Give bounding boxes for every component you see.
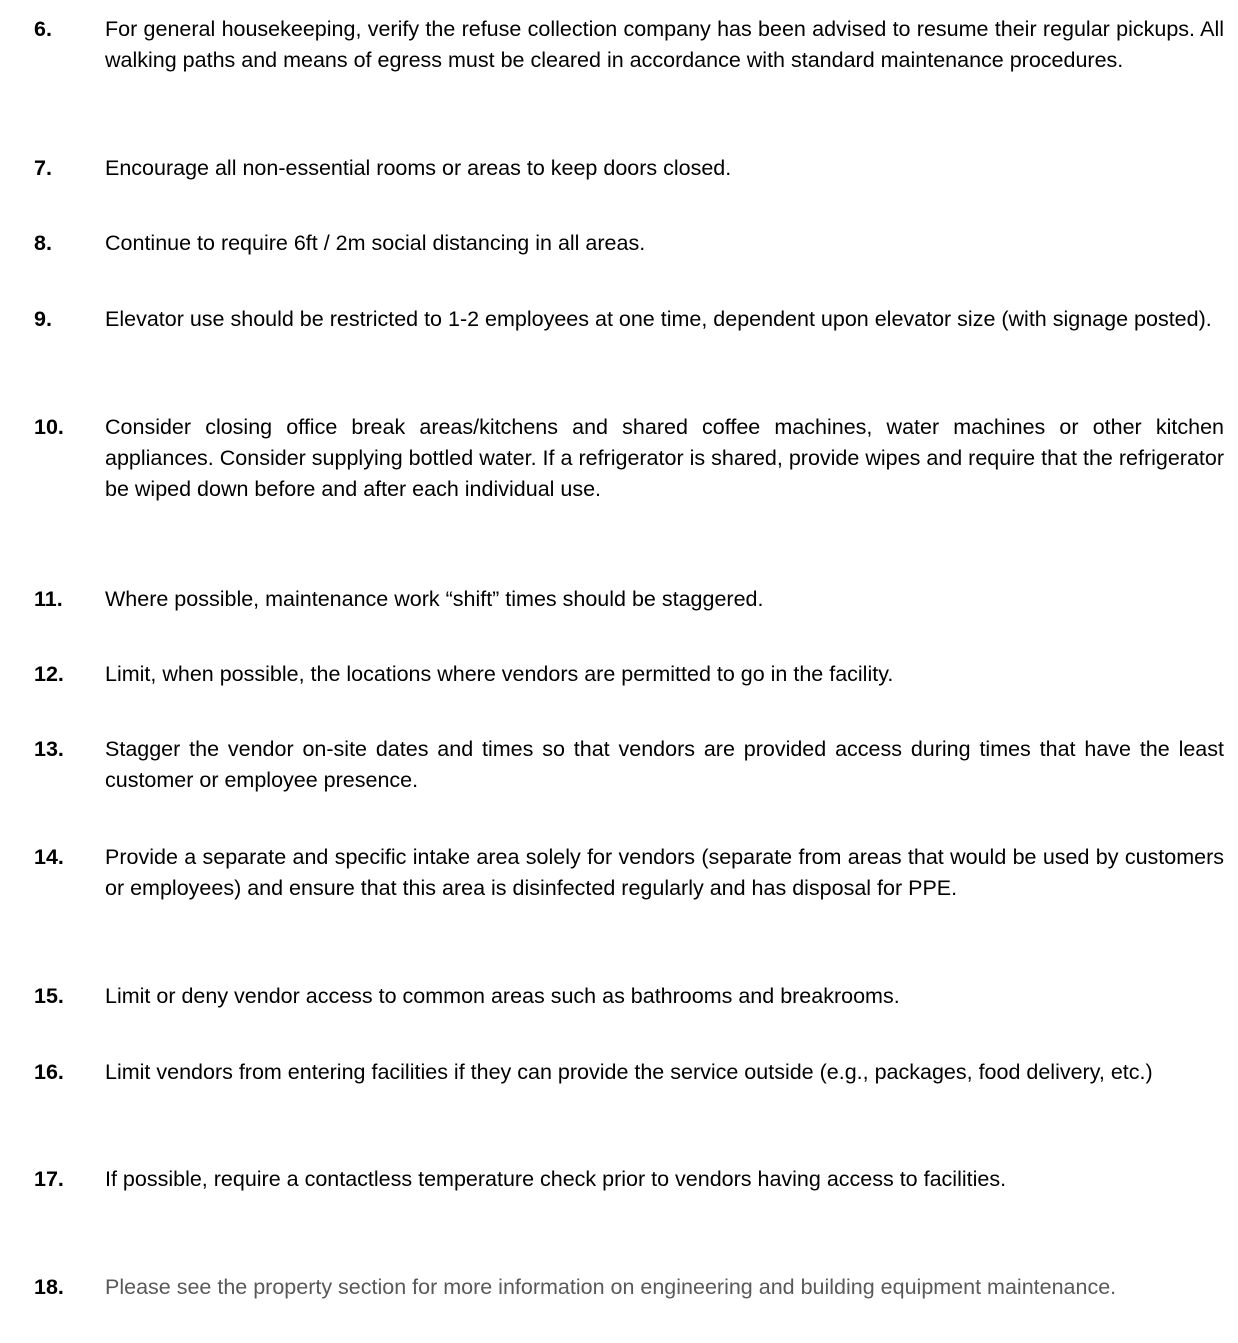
item-number: 12. — [34, 662, 64, 686]
item-text: Where possible, maintenance work “shift” times should be staggered. — [105, 587, 764, 611]
item-number: 18. — [34, 1275, 64, 1299]
item-number: 7. — [34, 156, 52, 180]
item-text: Please see the property section for more information on engineering and building equipment maintenance. — [105, 1275, 1117, 1299]
item-number: 11. — [34, 587, 63, 611]
item-text: Limit vendors from entering facilities if they can provide the service outside (e.g., packages, food delivery, etc.) — [105, 1060, 1153, 1084]
item-number: 6. — [34, 17, 52, 41]
item-text: Consider closing office break areas/kitchens and shared coffee machines, water machines or other kitchen appliances. Consider supplying bottled water. If a refrigerator is shared, provide wipes and require that the refrigerator be wiped down before and after each individual use. — [105, 415, 1224, 501]
item-text: Elevator use should be restricted to 1-2 employees at one time, dependent upon elevator size (with signage posted). — [105, 307, 1212, 331]
item-number: 17. — [34, 1167, 64, 1191]
item-text: Limit or deny vendor access to common areas such as bathrooms and breakrooms. — [105, 984, 900, 1008]
item-number: 14. — [34, 845, 64, 869]
item-text: Continue to require 6ft / 2m social distancing in all areas. — [105, 231, 646, 255]
item-number: 16. — [34, 1060, 64, 1084]
item-text: Limit, when possible, the locations where vendors are permitted to go in the facility. — [105, 662, 894, 686]
item-number: 10. — [34, 415, 64, 439]
item-text: If possible, require a contactless temperature check prior to vendors having access to facilities. — [105, 1167, 1007, 1191]
item-text: Provide a separate and specific intake area solely for vendors (separate from areas that would be used by customers or employees) and ensure that this area is disinfected regularly and has disposal for PPE. — [105, 845, 1224, 900]
item-number: 13. — [34, 737, 64, 761]
item-number: 9. — [34, 307, 52, 331]
item-text: For general housekeeping, verify the refuse collection company has been advised to resume their regular pickups. All walking paths and means of egress must be cleared in accordance with standard maintenance procedures. — [105, 17, 1224, 72]
item-number: 8. — [34, 231, 52, 255]
item-number: 15. — [34, 984, 64, 1008]
item-text: Stagger the vendor on-site dates and times so that vendors are provided access during times that have the least customer or employee presence. — [105, 737, 1224, 792]
item-text: Encourage all non-essential rooms or areas to keep doors closed. — [105, 156, 732, 180]
